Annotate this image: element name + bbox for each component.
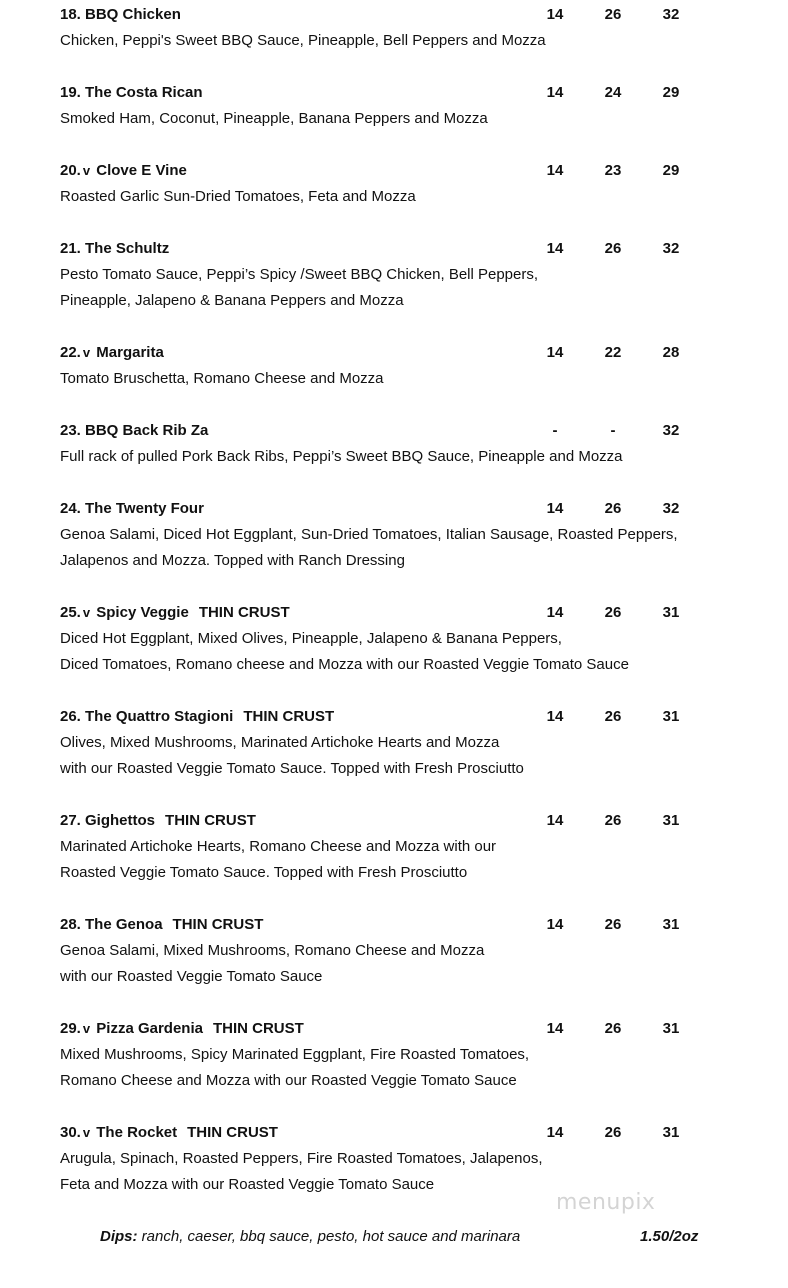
menu-item — [60, 704, 760, 782]
price-medium: 26 — [604, 1020, 622, 1037]
price-medium: 22 — [604, 344, 622, 361]
dips-price: 1.50/2oz — [640, 1228, 699, 1245]
item-name: 29. v Pizza Gardenia THIN CRUST — [60, 1020, 304, 1037]
item-description: Mixed Mushrooms, Spicy Marinated Eggplant, Fire Roasted Tomatoes, Romano Cheese and Mozza with our Roasted Veggie Tomato Sauce — [60, 1046, 530, 1089]
vegetarian-icon: v — [82, 345, 91, 360]
price-medium: 26 — [604, 708, 622, 725]
item-name: 27. Gighettos THIN CRUST — [60, 812, 256, 829]
price-large: 31 — [662, 708, 680, 725]
item-description: Roasted Garlic Sun-Dried Tomatoes, Feta and Mozza — [60, 188, 416, 205]
item-description: Marinated Artichoke Hearts, Romano Cheese and Mozza with our Roasted Veggie Tomato Sauce. Topped with Fresh Prosciutto — [60, 838, 497, 881]
menu-item — [60, 600, 760, 678]
vegetarian-icon: v — [82, 1125, 91, 1140]
price-medium: 23 — [604, 162, 622, 179]
crust-label: THIN CRUST — [172, 916, 264, 933]
price-small: 14 — [546, 84, 564, 101]
menu-item — [60, 418, 760, 470]
price-small: 14 — [546, 500, 564, 517]
item-description: Genoa Salami, Mixed Mushrooms, Romano Cheese and Mozza with our Roasted Veggie Tomato Sauce — [60, 942, 485, 985]
menu-item — [60, 1016, 760, 1094]
price-large: 31 — [662, 916, 680, 933]
item-description: Olives, Mixed Mushrooms, Marinated Artichoke Hearts and Mozza with our Roasted Veggie Tomato Sauce. Topped with Fresh Prosciutto — [60, 734, 524, 777]
item-description: Tomato Bruschetta, Romano Cheese and Mozza — [60, 370, 384, 387]
price-small: 14 — [546, 1124, 564, 1141]
item-name: 23. BBQ Back Rib Za — [60, 422, 209, 439]
price-small: 14 — [546, 604, 564, 621]
price-large: 31 — [662, 1020, 680, 1037]
price-large: 32 — [662, 240, 680, 257]
price-medium: 26 — [604, 6, 622, 23]
price-large: 32 — [662, 6, 680, 23]
item-name: 18. BBQ Chicken — [60, 6, 181, 23]
price-large: 31 — [662, 812, 680, 829]
price-medium: 24 — [604, 84, 622, 101]
vegetarian-icon: v — [82, 605, 91, 620]
item-name: 28. The Genoa THIN CRUST — [60, 916, 264, 933]
item-name: 19. The Costa Rican — [60, 84, 203, 101]
price-large: 31 — [662, 1124, 680, 1141]
price-large: 28 — [662, 344, 680, 361]
dips-line — [100, 1224, 720, 1250]
menu-item — [60, 808, 760, 886]
item-name: 20. v Clove E Vine — [60, 162, 187, 179]
item-description: Full rack of pulled Pork Back Ribs, Peppi’s Sweet BBQ Sauce, Pineapple and Mozza — [60, 448, 623, 465]
item-name: 24. The Twenty Four — [60, 500, 204, 517]
price-small: - — [552, 422, 558, 439]
price-medium: 26 — [604, 604, 622, 621]
item-description: Smoked Ham, Coconut, Pineapple, Banana Peppers and Mozza — [60, 110, 488, 127]
crust-label: THIN CRUST — [198, 604, 290, 621]
item-description: Chicken, Peppi's Sweet BBQ Sauce, Pineapple, Bell Peppers and Mozza — [60, 32, 546, 49]
price-medium: 26 — [604, 1124, 622, 1141]
price-large: 32 — [662, 500, 680, 517]
vegetarian-icon: v — [82, 163, 91, 178]
watermark-logo: menupix — [556, 1190, 656, 1215]
menu-item — [60, 236, 760, 314]
dips-list: ranch, caeser, bbq sauce, pesto, hot sauce and marinara — [141, 1228, 521, 1245]
price-large: 29 — [662, 84, 680, 101]
vegetarian-icon: v — [82, 1021, 91, 1036]
price-small: 14 — [546, 708, 564, 725]
price-small: 14 — [546, 162, 564, 179]
menu-item — [60, 2, 760, 54]
menu-item — [60, 158, 760, 210]
price-small: 14 — [546, 1020, 564, 1037]
menu-item — [60, 1120, 760, 1198]
price-small: 14 — [546, 240, 564, 257]
price-medium: 26 — [604, 500, 622, 517]
price-small: 14 — [546, 344, 564, 361]
item-name: 25. v Spicy Veggie THIN CRUST — [60, 604, 290, 621]
item-description: Pesto Tomato Sauce, Peppi’s Spicy /Sweet BBQ Chicken, Bell Peppers, Pineapple, Jalapeno & Banana Peppers and Mozza — [60, 266, 539, 309]
crust-label: THIN CRUST — [212, 1020, 304, 1037]
price-small: 14 — [546, 6, 564, 23]
item-description: Genoa Salami, Diced Hot Eggplant, Sun-Dried Tomatoes, Italian Sausage, Roasted Peppers, Jalapenos and Mozza. Topped with Ranch Dressing — [60, 526, 678, 569]
price-large: 29 — [662, 162, 680, 179]
price-small: 14 — [546, 916, 564, 933]
crust-label: THIN CRUST — [165, 812, 256, 829]
menu-item — [60, 496, 760, 574]
menu-item — [60, 912, 760, 990]
price-medium: 26 — [604, 240, 622, 257]
item-name: 30. v The Rocket THIN CRUST — [60, 1124, 278, 1141]
crust-label: THIN CRUST — [243, 708, 335, 725]
price-medium: 26 — [604, 812, 622, 829]
price-large: 31 — [662, 604, 680, 621]
price-medium: 26 — [604, 916, 622, 933]
item-description: Diced Hot Eggplant, Mixed Olives, Pineapple, Jalapeno & Banana Peppers, Diced Tomatoes, Romano cheese and Mozza with our Roasted Veggie Tomato Sauce — [60, 630, 629, 673]
item-name: 21. The Schultz — [60, 240, 170, 257]
item-name: 22. v Margarita — [60, 344, 164, 361]
price-medium: - — [610, 422, 616, 439]
crust-label: THIN CRUST — [187, 1124, 278, 1141]
price-small: 14 — [546, 812, 564, 829]
item-name: 26. The Quattro Stagioni THIN CRUST — [60, 708, 335, 725]
dips-label: Dips: — [100, 1228, 138, 1245]
price-large: 32 — [662, 422, 680, 439]
menu-item — [60, 340, 760, 392]
item-description: Arugula, Spinach, Roasted Peppers, Fire Roasted Tomatoes, Jalapenos, Feta and Mozza with our Roasted Veggie Tomato Sauce — [60, 1150, 543, 1193]
menu-item — [60, 80, 760, 132]
